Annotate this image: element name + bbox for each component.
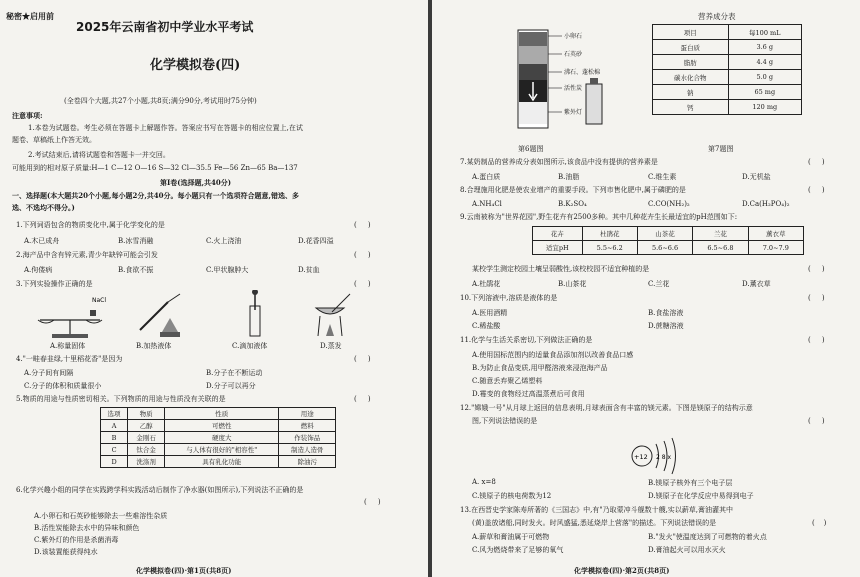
q2-option-d: D.贫血 [298,266,320,274]
section-1-heading-b: 选、不选均不得分。) [12,203,75,212]
q7-option-b: B.油脂 [558,173,580,181]
figure-6-caption: 第6题图 [518,145,544,153]
ph-cell: 适宜pH [533,241,583,255]
part-1-heading: 第Ⅰ卷(选择题,共40分) [160,178,232,187]
nutri-cell: 4.4 g [728,55,801,70]
dropper-illustration [250,290,260,336]
question-1: 1.下列词语包含的物质变化中,属于化学变化的是 [16,221,165,229]
question-3: 3.下列实验操作正确的是 [16,280,93,288]
answer-paren: ( ) [354,355,371,363]
nutri-cell: 钙 [653,100,729,115]
q5-cell: 金刚石 [128,432,165,444]
q13-option-d: D.膏油起火可以用水灭火 [648,546,726,554]
q5-cell: D [101,456,128,468]
answer-paren: ( ) [364,498,381,506]
q5-cell: 可燃性 [165,420,279,432]
answer-paren: ( ) [354,251,371,259]
ph-cell: 7.0~7.9 [748,241,803,255]
nacl-label: NaCl [92,297,107,304]
q5-cell: 作装饰品 [279,432,336,444]
question-10: 10.下列溶液中,溶质是液体的是 [460,294,558,302]
ph-cell: 山茶花 [637,227,692,241]
q7-option-d: D.无机盐 [742,173,771,181]
table-row [653,25,802,40]
q6-option-d: D.该装置能获得纯水 [34,548,98,556]
nutri-cell: 65 mg [728,85,801,100]
answer-paren: ( ) [808,294,825,302]
answer-paren: ( ) [808,265,825,273]
q10-option-a: A.医用酒精 [472,309,508,317]
q4-option-d: D.分子可以再分 [206,382,256,390]
ph-cell: 5.5~6.2 [582,241,637,255]
figure-7-caption: 第7题图 [708,145,734,153]
q6-option-c: C.紫外灯的作用是杀菌消毒 [34,536,119,544]
q10-option-b: B.食盐溶液 [648,309,684,317]
q10-option-c: C.稀盐酸 [472,322,501,330]
ph-cell: 花卉 [533,227,583,241]
q1-option-c: C.火上浇油 [206,237,242,245]
table-row [653,40,802,55]
q8-option-c: C.CO(NH₂)₂ [648,200,690,208]
q5-cell: 具有乳化功能 [165,456,279,468]
q5-cell: C [101,444,128,456]
question-12b: 图,下列说法错误的是 [472,417,538,425]
q8-option-d: D.Ca(H₂PO₄)₂ [742,200,790,208]
nutri-cell: 120 mg [728,100,801,115]
ph-cell: 兰花 [693,227,748,241]
table-row [653,55,802,70]
notice-1: 1.本卷为试题卷。考生必须在答题卡上解题作答。答案应书写在答题卡的相应位置上,在试 [28,124,303,132]
q5-cell: 硬度大 [165,432,279,444]
q1-option-d: D.花香四溢 [298,237,334,245]
evaporation-illustration [316,294,350,336]
q12-option-a: A. x=8 [472,478,496,486]
exam-page-2 [432,0,860,577]
q11-option-d: D.霉变的食物经过高温蒸煮后可食用 [472,390,585,398]
nutri-cell: 5.0 g [728,70,801,85]
q13-option-c: C.风为燃烧带来了足够的氧气 [472,546,564,554]
answer-paren: ( ) [812,519,827,527]
lab-operations-figure [20,290,400,340]
table-row [101,432,336,444]
q9-option-d: D.薰衣草 [742,280,771,288]
q2-option-a: A.佝偻病 [24,266,53,274]
q5-cell: 制造人造骨 [279,444,336,456]
heating-illustration [140,294,180,337]
notice-2: 2.考试结束后,请将试题卷和答题卡一并交回。 [28,151,170,159]
q3-option-a: A.称量固体 [50,342,86,350]
exam-page-1 [0,0,428,577]
question-9b: 某校学生测定校园土壤呈弱酸性,该校校园不适宜种植的是 [472,265,650,273]
q1-option-b: B.冰雪消融 [118,237,154,245]
q4-option-b: B.分子在不断运动 [206,369,263,377]
q8-option-a: A.NH₄Cl [472,200,502,208]
section-1-heading: 一、选择题(本大题共20个小题,每小题2分,共40分。每小题只有一个选项符合题意,错选、多 [12,191,299,200]
q5-cell: 除油污 [279,456,336,468]
q5-cell: B [101,432,128,444]
filter-label-pebbles: 小卵石 [564,33,583,40]
q11-option-c: C.随意丢弃聚乙烯塑料 [472,377,543,385]
q5-cell: 乙醇 [128,420,165,432]
nutri-cell: 每100 mL [728,25,801,40]
notice-1b: 题卷、草稿纸上作答无效。 [12,136,96,144]
answer-paren: ( ) [808,417,825,425]
q2-option-b: B.食欲不振 [118,266,154,274]
q12-option-c: C.镁原子的核电荷数为12 [472,492,552,500]
nutri-cell: 3.6 g [728,40,801,55]
question-5: 5.物质的用途与性质密切相关。下列物质的用途与性质没有关联的是 [16,395,226,403]
page-footer: 化学模拟卷(四)·第1页(共8页) [136,566,232,575]
notice-heading: 注意事项: [12,111,43,120]
table-row [533,227,804,241]
nutri-cell: 脂肪 [653,55,729,70]
atom-nucleus-label: +12 [634,453,648,461]
magnesium-atom-diagram [628,436,688,476]
filter-label-carbon: 活性炭 [564,85,583,92]
q5-header: 用途 [279,408,336,420]
exam-title: 2025年云南省初中学业水平考试 [76,20,254,34]
ph-cell: 6.5~6.8 [693,241,748,255]
atomic-masses: 可能用到的相对原子质量:H—1 C—12 O—16 S—32 Cl—35.5 Fe—56 Zn—65 Ba—137 [12,164,298,172]
table-row [653,85,802,100]
q10-option-d: D.蔗糖溶液 [648,322,684,330]
ph-cell: 5.6~6.6 [637,241,692,255]
atom-shells-label: 2 8 x [656,454,671,461]
table-row [101,444,336,456]
table-row [533,241,804,255]
q4-option-a: A.分子间有间隔 [24,369,74,377]
q7-option-c: C.维生素 [648,173,677,181]
q5-header: 物质 [128,408,165,420]
q9-option-c: C.兰花 [648,280,670,288]
q4-option-c: C.分子的体积和质量很小 [24,382,102,390]
question-13: 13.在西晋史学家陈寿所著的《三国志》中,有"乃取蒙冲斗舰数十艘,实以薪草,膏油灌其中 [460,506,734,514]
answer-paren: ( ) [354,280,371,288]
q3-option-c: C.滴加液体 [232,342,268,350]
q13-option-b: B."发火"使温度达到了可燃物的着火点 [648,533,767,541]
ph-cell: 薰衣草 [748,227,803,241]
nutri-cell: 碳水化合物 [653,70,729,85]
table-row [653,70,802,85]
q3-option-b: B.加热液体 [136,342,172,350]
exam-info: (全卷四个大题,共27个小题,共8页;满分90分,考试用时75分钟) [64,97,257,105]
nutri-cell: 钠 [653,85,729,100]
ph-cell: 杜鹃花 [582,227,637,241]
table-row [101,456,336,468]
q9-option-a: A.杜鹃花 [472,280,501,288]
q8-option-b: B.K₂SO₄ [558,200,587,208]
secret-label: 秘密★启用前 [6,11,54,21]
q5-header: 选项 [101,408,128,420]
q6-option-a: A.小卵石和石英砂能够除去一些难溶性杂质 [34,512,168,520]
q5-cell: 洗涤剂 [128,456,165,468]
question-11: 11.化学与生活关系密切,下列做法正确的是 [460,336,593,344]
nutri-cell: 蛋白质 [653,40,729,55]
subtitle: 化学模拟卷(四) [150,58,241,73]
question-2: 2.海产品中含有锌元素,青少年缺锌可能会引发 [16,251,158,259]
q12-option-d: D.镁原子在化学反应中易得到电子 [648,492,754,500]
answer-paren: ( ) [808,336,825,344]
question-13b: (黄)盖放诸船,同时发火。时风盛猛,悉延烧岸上营落"的描述。下列说法错误的是 [472,519,717,527]
q11-option-a: A.使用国标范围内的适量食品添加剂以改善食品口感 [472,351,634,359]
filter-label-uv-lamp: 紫外灯 [564,109,583,116]
q1-option-a: A.木已成舟 [24,237,60,245]
balance-illustration [38,297,106,338]
answer-paren: ( ) [808,158,825,166]
page-footer: 化学模拟卷(四)·第2页(共8页) [574,566,670,575]
answer-paren: ( ) [808,186,825,194]
q11-option-b: B.为防止食品变质,用甲醛溶液来浸泡海产品 [472,364,608,372]
q5-cell: 钛合金 [128,444,165,456]
nutrition-table [652,24,802,115]
nutrition-title: 营养成分表 [698,12,736,21]
question-6: 6.化学兴趣小组的同学在实践跨学科实践活动后制作了净水器(如图所示),下列说法不正确的是 [16,486,304,494]
q5-cell: 燃料 [279,420,336,432]
question-4: 4."一畦春韭绿,十里稻花香"是因为 [16,355,123,363]
q6-option-b: B.活性炭能除去水中的异味和颜色 [34,524,140,532]
answer-paren: ( ) [354,221,371,229]
table-row [101,420,336,432]
q2-option-c: C.甲状腺肿大 [206,266,249,274]
answer-paren: ( ) [354,395,371,403]
ph-table [532,226,804,255]
question-8: 8.合理施用化肥是使农业增产的重要手段。下列市售化肥中,属于磷肥的是 [460,186,686,194]
q12-option-b: B.镁原子核外有三个电子层 [648,479,733,487]
table-row [653,100,802,115]
q5-cell: A [101,420,128,432]
question-9: 9.云南被称为"世界花园",野生花卉有2500多种。其中几种花卉生长最适宜的pH范围如下: [460,213,738,221]
filter-label-sand: 石英砂 [564,51,583,58]
q7-option-a: A.蛋白质 [472,173,501,181]
q13-option-a: A.薪草和膏油属于可燃物 [472,533,550,541]
filter-label-zeolite: 沸石、蓬松棉 [564,69,601,76]
q9-option-b: B.山茶花 [558,280,587,288]
q5-header: 性质 [165,408,279,420]
question-12: 12."嫦娥一号"从月球上返回的信息表明,月球表面含有丰富的镁元素。下图是镁原子的结构示意 [460,404,753,412]
q5-cell: 与人体有很好的"相容性" [165,444,279,456]
question-7: 7.某奶制品的营养成分表如图所示,该食品中没有提供的营养素是 [460,158,658,166]
q3-option-d: D.蒸发 [320,342,342,350]
q5-table [100,407,336,468]
nutri-cell: 项目 [653,25,729,40]
